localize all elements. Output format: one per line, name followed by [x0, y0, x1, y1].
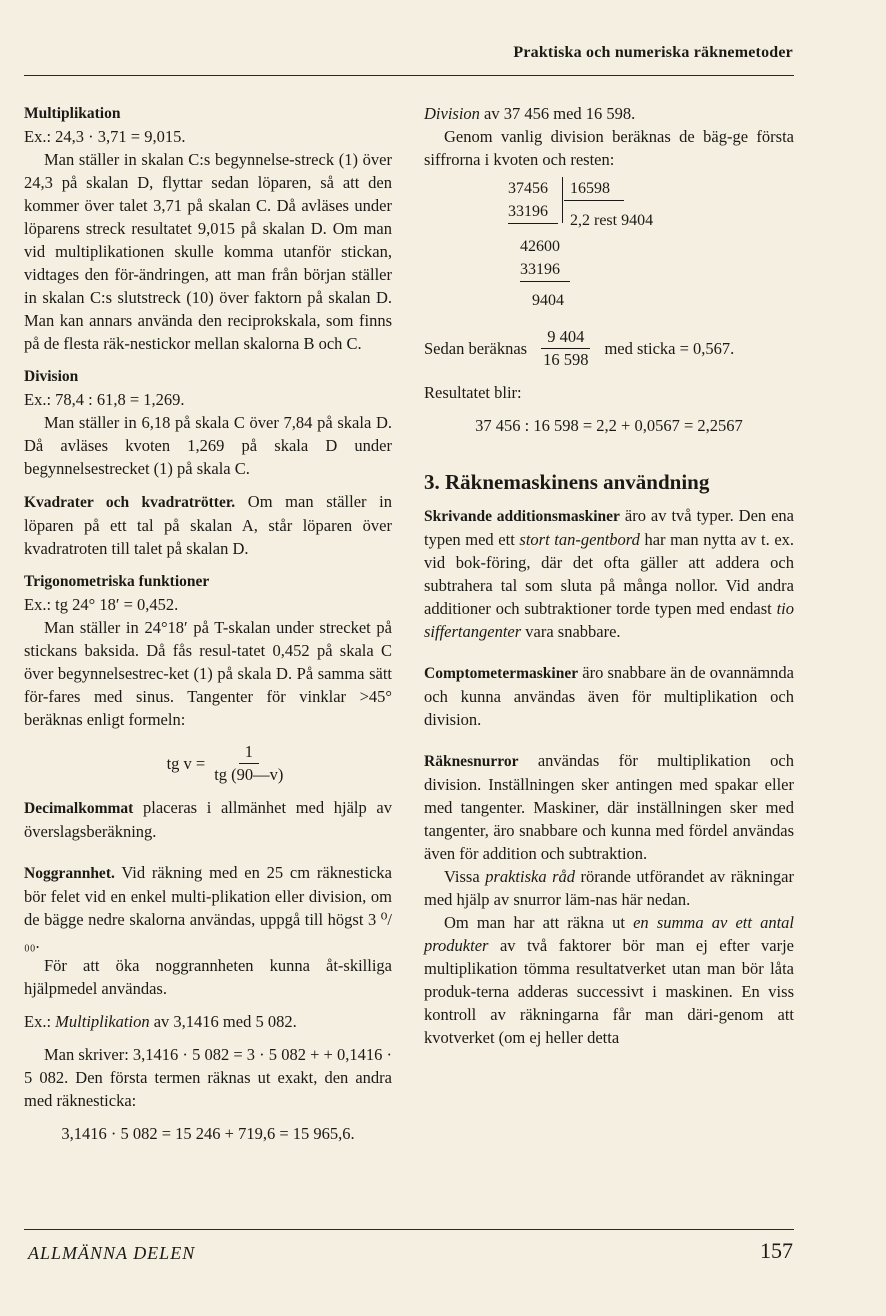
- example-italic: Multiplikation: [55, 1012, 150, 1031]
- bottom-rule: [24, 1229, 794, 1230]
- result-label: Resultatet blir:: [424, 383, 522, 402]
- vissa-text-b: rörande utförandet av räkningar med hjälp av snurror läm-nas här nedan.: [424, 867, 794, 909]
- man-skriver-text: Man skriver: 3,1416 · 5 082 = 3 · 5 082 + + 0,1416 · 5 082. Den första termen räknas ut exakt, den andra med räknesticka:: [24, 1045, 392, 1110]
- example-multiplication-line: [24, 1010, 392, 1033]
- raknesnurror-paragraph: [424, 749, 794, 865]
- decimal-text: placeras i allmänhet med hjälp av överslagsberäkning.: [24, 798, 392, 841]
- multiplication-text: Man ställer in skalan C:s begynnelse-streck (1) över 24,3 på skalan D, flyttar sedan löparen, så att den kommer över talet 3,71 på skalan C. Då avläses under löparens streck resultatet 9,015 på skalan D. Om man vid multiplikationen skulle komma utanför stickan, vidtages den för-ändringen, att man från början ställer in skalan C:s slutstreck (10) över faktorn på skalan D. Man kan annars använda den reciprokskala, som finns på de flesta räk-nestickor mellan skalorna B och C.: [24, 150, 392, 353]
- om-man-paragraph: [424, 911, 794, 1049]
- sedan-label: Sedan beräknas: [424, 339, 528, 358]
- ld-remainder-2: 9404: [532, 292, 564, 309]
- squares-text: Om man ställer in löparen på ett tal på skalan A, står löparen över kvadratroten till talet på skalan D.: [24, 492, 392, 558]
- division-example: Ex.: 78,4 : 61,8 = 1,269.: [24, 390, 185, 409]
- ld-sub-2: 33196: [520, 261, 560, 278]
- skrivande-text-a: äro av två typer. Den ena typen med ett: [424, 506, 795, 549]
- running-head: Praktiska och numeriska räknemetoder: [513, 44, 793, 61]
- right-column: [424, 102, 794, 1049]
- vissa-italic: praktiska råd: [485, 867, 576, 886]
- footer-section: ALLMÄNNA DELEN: [28, 1243, 196, 1263]
- ld-dividend: 37456: [508, 180, 548, 197]
- ld-quotient: 2,2 rest 9404: [570, 212, 654, 229]
- skrivande-heading: Skrivande additionsmaskiner: [424, 508, 620, 525]
- vissa-text-a: Vissa: [444, 867, 480, 886]
- multiplication-example: Ex.: 24,3 · 3,71 = 9,015.: [24, 127, 186, 146]
- raknesnurror-text: användas för multiplikation och division. Inställningen sker antingen med spakar eller med tangenter. Maskiner, där inställningen sker med tangenter, äro snabbare och kunna med fördel användas även för addition och subtraktion.: [424, 751, 795, 863]
- ld-sub-1: 33196: [508, 203, 548, 220]
- precision-heading: Noggrannhet.: [24, 865, 115, 882]
- ld-rule-2: [520, 281, 570, 282]
- raknesnurror-heading: Räknesnurror: [424, 753, 519, 770]
- final-equation: 3,1416 · 5 082 = 15 246 + 719,6 = 15 965,6.: [61, 1124, 355, 1143]
- decimal-heading: Decimalkommat: [24, 800, 134, 817]
- decimal-paragraph: [24, 796, 392, 843]
- example-label: Ex.:: [24, 1012, 52, 1031]
- ld-remainder-1: 42600: [520, 238, 560, 255]
- sedan-numerator: 9 404: [541, 326, 590, 349]
- sedan-denominator: 16 598: [543, 350, 589, 369]
- section-title: 3. Räknemaskinens användning: [424, 470, 710, 494]
- squares-heading: Kvadrater och kvadratrötter.: [24, 494, 236, 511]
- division-intro-italic: Division: [424, 104, 480, 123]
- formula-denominator: tg (90—v): [214, 765, 284, 784]
- skrivande-italic-1: stort tan-gentbord: [519, 530, 640, 549]
- skrivande-text-b: har man nytta av t. ex. vid bok-föring, där det ofta gäller att addera och subtrahera tal som sluta på många nollor. Vid andra additioner och subtraktioner torde typen med endast: [424, 530, 795, 618]
- skrivande-text-c: vara snabbare.: [525, 622, 621, 641]
- skrivande-paragraph: [424, 504, 794, 643]
- formula-lhs: tg v =: [166, 754, 206, 773]
- precision-text: Vid räkning med en 25 cm räknesticka bör felet vid en enkel multi-plikation eller division, om de bägge nedre skalorna användas, uppgå till högst 3 ⁰/₀₀.: [24, 863, 393, 952]
- ld-divisor: 16598: [570, 180, 610, 197]
- multiplication-heading: Multiplikation: [24, 105, 121, 122]
- comptometer-text: äro snabbare än de ovannämnda och kunna användas även för multiplikation och division.: [424, 663, 795, 729]
- result-equation: 37 456 : 16 598 = 2,2 + 0,0567 = 2,2567: [475, 416, 743, 435]
- tangent-formula: [64, 741, 392, 786]
- division-heading: Division: [24, 368, 79, 385]
- long-division: [508, 177, 794, 382]
- comptometer-paragraph: [424, 661, 794, 731]
- formula-fraction: [208, 741, 289, 786]
- division-intro-rest: av 37 456 med 16 598.: [484, 104, 636, 123]
- om-text-b: av två faktorer bör man ej efter varje multiplikation tömma resultatverket utan man bör låta produk-terna adderas successivt i maskinen. En viss kontroll av räkningarna får man däri-genom att kvotverket (om ej heller detta: [424, 936, 795, 1047]
- division-text: Man ställer in 6,18 på skala C över 7,84 på skala D. Då avläses kvoten 1,269 på skala D under begynnelsestrecket (1) på skala C.: [24, 413, 392, 478]
- trig-example: Ex.: tg 24° 18′ = 0,452.: [24, 595, 179, 614]
- example-rest: av 3,1416 med 5 082.: [153, 1012, 297, 1031]
- skrivande-italic-2: tio siffertangenter: [424, 599, 794, 641]
- trig-text: Man ställer in 24°18′ på T-skalan under strecket på stickans baksida. Då fås resul-tatet 0,452 på skala C över begynnelsestrec-ket (1) på skala D. På samma sätt för-fares med sinus. Tangenter för vinklar >45° beräknas enligt formeln:: [24, 618, 392, 729]
- precision-paragraph: [24, 861, 392, 954]
- ld-vertical-bar: [562, 177, 563, 223]
- om-italic: en summa av ett antal produkter: [424, 913, 794, 955]
- vissa-paragraph: [424, 865, 794, 911]
- left-column: [24, 102, 392, 1145]
- precision-text-2: För att öka noggrannheten kunna åt-skilliga hjälpmedel användas.: [24, 956, 392, 998]
- comptometer-heading: Comptometermaskiner: [424, 665, 579, 682]
- trig-heading: Trigonometriska funktioner: [24, 573, 210, 590]
- top-rule: [24, 75, 794, 76]
- ld-divisor-rule: [564, 200, 624, 201]
- om-text-a: Om man har att räkna ut: [444, 913, 625, 932]
- page-number: 157: [760, 1238, 793, 1263]
- sedan-rest: med sticka = 0,567.: [604, 339, 735, 358]
- ld-rule-1: [508, 223, 558, 224]
- squares-paragraph: [24, 490, 392, 560]
- formula-numerator: 1: [239, 741, 259, 764]
- division-method-text: Genom vanlig division beräknas de bäg-ge första siffrorna i kvoten och resten:: [424, 127, 794, 169]
- division-intro: [424, 102, 794, 125]
